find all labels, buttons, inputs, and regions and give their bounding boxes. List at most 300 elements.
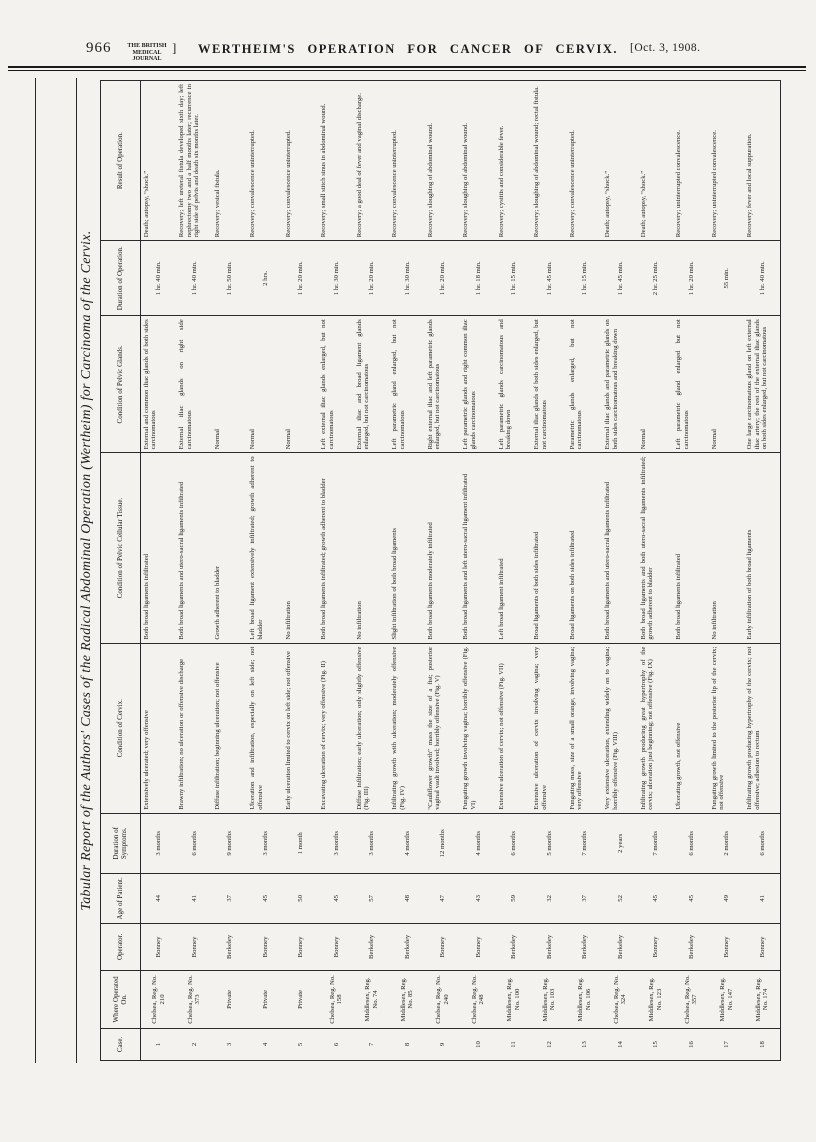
cell-age [567,873,603,923]
cell-result [532,81,568,241]
cell-text-symptoms: 4 months [474,830,482,856]
cell-operator [354,923,390,970]
cell-result [319,81,355,241]
cell-operator [638,923,674,970]
cell-glands [354,316,390,453]
cell-text-symptoms: 7 months [652,830,659,856]
cell-text-age: 52 [616,895,624,902]
cell-glands [638,316,674,453]
cell-cervix [248,643,284,813]
cell-text-age: 45 [261,895,269,902]
cell-text-age: 41 [758,895,766,902]
cell-text-age: 50 [297,895,304,902]
cell-age [248,873,284,923]
cell-symptoms [496,813,532,873]
cell-text-cervix: Extensive ulceration of cervix involving vagina; very offensive [533,646,548,810]
cell-text-duration: 55 min. [723,268,730,289]
cell-text-result: Recovery; left ureteral fistula developed sixth day; left nephrectomy two and a half months later; recurrence in right side of pelvis and death six months later. [178,84,200,238]
cell-symptoms [248,813,284,873]
cell-glands [496,316,532,453]
cell-age [745,873,781,923]
cell-text-symptoms: 7 months [581,830,588,856]
cell-cervix [212,643,248,813]
cell-text-duration: 1 hr. 20 min. [687,261,695,296]
cell-text-duration: 1 hr. 30 min. [403,261,411,296]
cell-text-case: 9 [439,1042,446,1047]
cell-text-symptoms: 6 months [758,830,766,856]
cell-text-symptoms: 3 months [155,830,162,856]
cell-glands [567,316,603,453]
cell-age [141,873,177,923]
cell-text-result: Recovery; convalescence uninterrupted. [568,130,576,238]
cell-case [319,1028,355,1060]
cell-result [567,81,603,241]
page-number: 966 [86,40,112,56]
cell-operator [461,923,497,970]
cell-cellular [425,453,461,643]
cell-operator [532,923,568,970]
col-header-glands: Condition of Pelvic Glands. [101,316,141,453]
cell-glands [425,316,461,453]
cell-cellular [141,453,177,643]
cell-text-cervix: Extensive ulceration of cervix; not offensive (Fig. VII) [497,663,505,810]
cell-cervix [390,643,426,813]
cell-where [709,970,745,1028]
cell-where [496,970,532,1028]
cell-text-cellular: Both broad ligaments infiltrated; growth adherent to bladder [320,478,327,640]
col-header-operator: Operator. [101,923,141,970]
journal-name-line2: MEDICAL JOURNAL [132,49,162,62]
cell-text-result: Recovery; fever and local suppuration. [746,133,753,238]
cell-cervix [709,643,745,813]
cell-duration [567,241,603,316]
cell-text-operator: Berkeley [616,934,624,959]
cell-text-symptoms: 6 months [510,830,517,856]
cell-duration [283,241,319,316]
cell-text-operator: Berkeley [545,934,553,959]
cell-text-glands: External iliac and broad ligament glands enlarged, but not carcinomatous [355,319,370,450]
rotated-table-sheet [33,78,789,1063]
cell-text-cellular: Early infiltration of both broad ligaments [746,529,753,640]
cell-result [425,81,461,241]
cell-text-case: 15 [652,1041,659,1048]
cell-where [603,970,639,1028]
issue-date: [Oct. 3, 1908. [630,42,701,54]
cell-result [390,81,426,241]
cell-operator [319,923,355,970]
case-row [674,81,710,1061]
cell-case [283,1028,319,1060]
cell-symptoms [567,813,603,873]
cell-age [638,873,674,923]
cell-symptoms [638,813,674,873]
cell-case [425,1028,461,1060]
cell-case [461,1028,497,1060]
cell-text-result: Recovery; sloughing of abdominal wound. [462,123,469,238]
cell-operator [745,923,781,970]
cell-text-case: 10 [474,1041,482,1048]
cell-cellular [248,453,284,643]
cell-text-glands: External iliac glands on right side carcinomatous [178,319,193,450]
cell-duration [212,241,248,316]
cell-text-case: 14 [616,1041,624,1048]
cell-text-symptoms: 12 months [439,829,446,858]
cell-symptoms [390,813,426,873]
cell-text-glands: One large carcinomatous gland on left external iliac artery; the rest of the external iliac glands on both sides enlarged, but not carcinomatous [746,319,768,450]
cell-where [745,970,781,1028]
cell-glands [390,316,426,453]
cell-cellular [745,453,781,643]
cell-text-where: Middlesex, Reg. No. 85 [399,977,415,1022]
cell-symptoms [425,813,461,873]
cell-case [532,1028,568,1060]
cell-cervix [532,643,568,813]
cell-text-operator: Bonney [155,936,162,958]
cell-cellular [390,453,426,643]
cell-where [425,970,461,1028]
cell-cellular [354,453,390,643]
cell-result [461,81,497,241]
cell-text-operator: Bonney [297,936,304,958]
cell-text-glands: Left parametric glands and right common iliac glands carcinomatous [462,319,477,450]
cell-text-case: 1 [155,1042,162,1047]
cell-glands [603,316,639,453]
cell-result [283,81,319,241]
cell-text-duration: 1 hr. 50 min. [226,261,233,296]
cell-text-operator: Bonney [723,936,730,958]
cell-text-case: 2 [190,1042,198,1047]
cell-cellular [283,453,319,643]
cell-case [674,1028,710,1060]
cell-cervix [177,643,213,813]
cell-result [248,81,284,241]
cell-text-cervix: Fungating growth limited to the posterior lip of the cervix; not offensive [710,646,725,810]
cell-text-duration: 1 hr. 18 min. [474,261,482,296]
cell-text-age: 45 [687,895,695,902]
cell-operator [390,923,426,970]
cell-text-symptoms: 6 months [687,830,695,856]
journal-bracket: ] [172,40,177,55]
cell-text-cervix: Fungating mass, size of a small orange, involving vagina; very offensive [568,646,583,810]
cell-text-symptoms: 9 months [226,830,233,856]
cell-age [461,873,497,923]
cell-text-cellular: No infiltration [710,601,718,640]
cell-text-cellular: No infiltration [355,601,363,640]
cell-text-glands: Normal [249,428,256,450]
cell-text-duration: 1 hr. 40 min. [190,261,198,296]
cell-text-cervix: Very extensive ulceration, extending widely on to vagina; horribly offensive (Fig. VIII) [604,646,619,810]
cell-symptoms [603,813,639,873]
case-row [141,81,177,1061]
col-header-case: Case. [101,1028,141,1060]
cell-text-cellular: Both broad ligaments and utero-sacral ligaments infiltrated [178,481,185,640]
cell-glands [709,316,745,453]
cell-duration [354,241,390,316]
cell-duration [248,241,284,316]
cell-case [567,1028,603,1060]
cell-text-operator: Bonney [474,936,482,958]
cell-where [354,970,390,1028]
cell-duration [461,241,497,316]
cell-cervix [638,643,674,813]
cell-symptoms [709,813,745,873]
cell-where [177,970,213,1028]
case-row [567,81,603,1061]
cell-where [567,970,603,1028]
cell-operator [709,923,745,970]
cell-text-cervix: Ulcerating growth, not offensive [675,722,682,810]
cell-text-cervix: Infiltrating growth producing hypertrophy of the cervix; not offensive; adhesion to rectum [746,646,761,810]
cell-text-symptoms: 5 months [545,830,553,856]
cell-text-case: 5 [297,1042,304,1047]
table-body [141,81,781,1061]
case-row [603,81,639,1061]
cell-result [354,81,390,241]
cell-symptoms [532,813,568,873]
cell-text-result: Recovery; vesical fistula. [213,169,221,238]
cell-text-where: Middlesex, Reg. No. 147 [719,977,734,1022]
cell-duration [603,241,639,316]
cell-where [319,970,355,1028]
cell-text-where: Chelsea, Reg. No. 373 [186,975,202,1024]
cell-text-duration: 1 hr. 20 min. [368,261,375,296]
cell-cervix [141,643,177,813]
cell-duration [496,241,532,316]
cell-text-glands: Left parametric gland enlarged, but not carcinomatous [391,319,406,450]
cell-age [177,873,213,923]
cell-symptoms [745,813,781,873]
case-row [709,81,745,1061]
cell-text-duration: 1 hr. 40 min. [155,261,162,296]
cell-cellular [212,453,248,643]
cell-text-cervix: Excavating ulceration of cervix; very offensive (Fig. II) [320,660,327,810]
cell-symptoms [319,813,355,873]
cell-text-operator: Bonney [652,936,659,958]
cell-text-cervix: “Cauliflower growth” mass the size of a fist; posterior vaginal vault involved; horribly offensive (Fig. V) [426,646,441,810]
case-row [319,81,355,1061]
cell-text-cellular: Both broad ligaments and left utero-sacral ligament infiltrated [462,473,469,640]
cell-text-duration: 1 hr. 45 min. [616,261,624,296]
cell-cervix [461,643,497,813]
cell-duration [141,241,177,316]
cell-age [532,873,568,923]
cell-result [177,81,213,241]
cell-text-case: 4 [261,1042,269,1047]
cell-text-case: 3 [226,1042,233,1047]
cell-text-operator: Bonney [332,936,340,958]
cell-glands [248,316,284,453]
page-title: WERTHEIM'S OPERATION FOR CANCER OF CERVIX. [197,42,619,56]
cell-text-cervix: Early ulceration limited to cervix on left side; not offensive [284,651,292,810]
cell-glands [212,316,248,453]
cell-text-cellular: Broad ligaments of both sides infiltrated [533,531,540,640]
cell-text-where: Private [261,989,269,1009]
cell-text-operator: Berkeley [226,934,233,959]
cell-text-operator: Berkeley [510,934,517,959]
cell-text-symptoms: 3 months [368,830,375,856]
cell-text-symptoms: 6 months [190,830,198,856]
page-header [0,0,816,76]
cell-age [603,873,639,923]
cell-text-cellular: No infiltration [284,601,292,640]
cell-text-cellular: Both broad ligaments moderately infiltrated [426,522,434,640]
cell-operator [177,923,213,970]
header-divider-rule [8,66,806,71]
col-header-where: Where Operated On. [101,970,141,1028]
case-row [425,81,461,1061]
cell-text-operator: Bonney [190,936,198,958]
cell-text-age: 32 [545,895,553,902]
cell-text-operator: Berkeley [581,934,588,959]
cell-cervix [496,643,532,813]
cell-age [283,873,319,923]
cell-text-glands: Normal [213,428,221,450]
cell-cervix [319,643,355,813]
cell-text-cervix: Ulceration and infiltration, especially on left side; not offensive [249,646,264,810]
cell-text-where: Middlesex, Reg. No. 100 [506,977,521,1022]
cell-cellular [567,453,603,643]
cell-text-operator: Bonney [758,936,766,958]
cell-age [319,873,355,923]
cell-case [177,1028,213,1060]
case-row [496,81,532,1061]
cell-text-cellular: Left broad ligament infiltrated [497,558,505,640]
cell-text-operator: Berkeley [403,934,411,959]
journal-name-line1: THE BRITISH [127,43,167,49]
cell-glands [745,316,781,453]
cell-where [674,970,710,1028]
cell-text-operator: Berkeley [687,934,695,959]
cell-text-glands: External iliac glands of both sides enlarged, but not carcinomatous [533,319,548,450]
cell-text-case: 6 [332,1042,340,1047]
cell-text-result: Recovery; cystitis and considerable fever. [497,125,505,238]
col-header-cellular: Condition of Pelvic Cellular Tissue. [101,453,141,643]
cell-text-duration: 1 hr. 20 min. [297,261,304,296]
cell-text-case: 18 [758,1041,766,1048]
cell-case [603,1028,639,1060]
cell-text-duration: 2 hr. 25 min. [652,261,659,296]
cell-age [709,873,745,923]
cell-text-result: Death; autopsy, “shock.” [142,170,150,238]
cell-case [141,1028,177,1060]
cell-operator [567,923,603,970]
cell-duration [425,241,461,316]
cell-text-result: Recovery; convalescence uninterrupted. [391,130,398,238]
cell-result [212,81,248,241]
cell-text-cellular: Broad ligaments on both sides infiltrated [568,530,576,640]
cell-text-age: 47 [439,895,446,902]
cell-where [248,970,284,1028]
cell-text-where: Middlesex, Reg. No. 103 [541,977,557,1022]
cell-case [212,1028,248,1060]
cell-case [745,1028,781,1060]
cell-text-age: 59 [510,895,517,902]
cell-text-where: Middlesex, Reg. No. 174 [754,977,770,1022]
cell-duration [638,241,674,316]
col-header-duration: Duration of Operation. [101,241,141,316]
cell-operator [674,923,710,970]
cell-text-cervix: Infiltrating growth producing great hypertrophy of the cervix; ulceration just beginning; not offensive (Fig. IX) [639,646,654,810]
cell-cervix [674,643,710,813]
cell-text-case: 17 [723,1041,730,1048]
cell-duration [674,241,710,316]
cell-where [638,970,674,1028]
cell-text-where: Private [297,989,304,1009]
cell-text-case: 8 [403,1042,411,1047]
cell-symptoms [354,813,390,873]
cell-text-age: 43 [474,895,482,902]
cell-age [390,873,426,923]
cell-text-cervix: Diffuse infiltration; early ulceration; only slightly offensive (Fig. III) [355,646,370,810]
cell-text-cellular: Both broad ligaments infiltrated [675,553,682,640]
cell-result [603,81,639,241]
cell-text-symptoms: 2 months [723,830,730,856]
cell-text-cellular: Both broad ligaments and utero-sacral ligaments infiltrated [604,481,611,640]
cell-case [638,1028,674,1060]
cell-where [212,970,248,1028]
cell-symptoms [674,813,710,873]
cell-text-result: Recovery; a good deal of fever and vaginal discharge. [355,93,363,238]
table-title: Tabular Report of the Authors' Cases of the Radical Abdominal Operation (Wertheim) for Carcinoma of the Cervix. [79,230,94,911]
cell-text-cellular: Slight infiltration of both broad ligaments [391,527,398,640]
cell-text-result: Recovery; convalescence uninterrupted. [249,130,256,238]
cell-result [674,81,710,241]
cell-text-result: Recovery; small stitch sinus in abdominal wound. [320,103,327,238]
cell-case [709,1028,745,1060]
cell-text-duration: 2 hrs. [261,270,269,286]
cell-duration [532,241,568,316]
cell-cellular [674,453,710,643]
cell-text-cervix: Extensively ulcerated; very offensive [142,710,150,810]
cell-result [496,81,532,241]
cell-text-result: Death; autopsy, “shock.” [604,170,611,238]
cell-text-cervix: Diffuse infiltration; beginning ulceration; not offensive [213,662,221,810]
cell-text-age: 45 [332,895,340,902]
cell-operator [212,923,248,970]
case-row [745,81,781,1061]
cell-duration [745,241,781,316]
cell-text-where: Chelsea, Reg. No. 210 [151,975,166,1024]
cell-text-where: Chelsea, Reg. No. 357 [683,975,699,1024]
cell-cellular [496,453,532,643]
cell-where [283,970,319,1028]
cell-text-operator: Berkeley [368,934,375,959]
case-row [177,81,213,1061]
cell-text-case: 11 [510,1041,517,1048]
case-row [248,81,284,1061]
case-row [390,81,426,1061]
cell-text-symptoms: 4 months [403,830,411,856]
cell-text-duration: 1 hr. 45 min. [545,261,553,296]
outer-margin-rule [35,78,36,1063]
cell-text-case: 12 [545,1041,553,1048]
cell-age [425,873,461,923]
cell-cellular [177,453,213,643]
cell-glands [177,316,213,453]
cell-text-result: Recovery; sloughing of abdominal wound; rectal fistula. [533,86,540,238]
cell-where [141,970,177,1028]
cell-text-where: Middlesex, Reg. No. 106 [577,977,592,1022]
col-header-age: Age of Patient. [101,873,141,923]
cell-operator [496,923,532,970]
cell-case [390,1028,426,1060]
cell-where [390,970,426,1028]
cell-glands [532,316,568,453]
cell-text-glands: Left external iliac glands enlarged, but not carcinomatous [320,319,335,450]
cell-result [745,81,781,241]
cell-glands [461,316,497,453]
cell-operator [283,923,319,970]
